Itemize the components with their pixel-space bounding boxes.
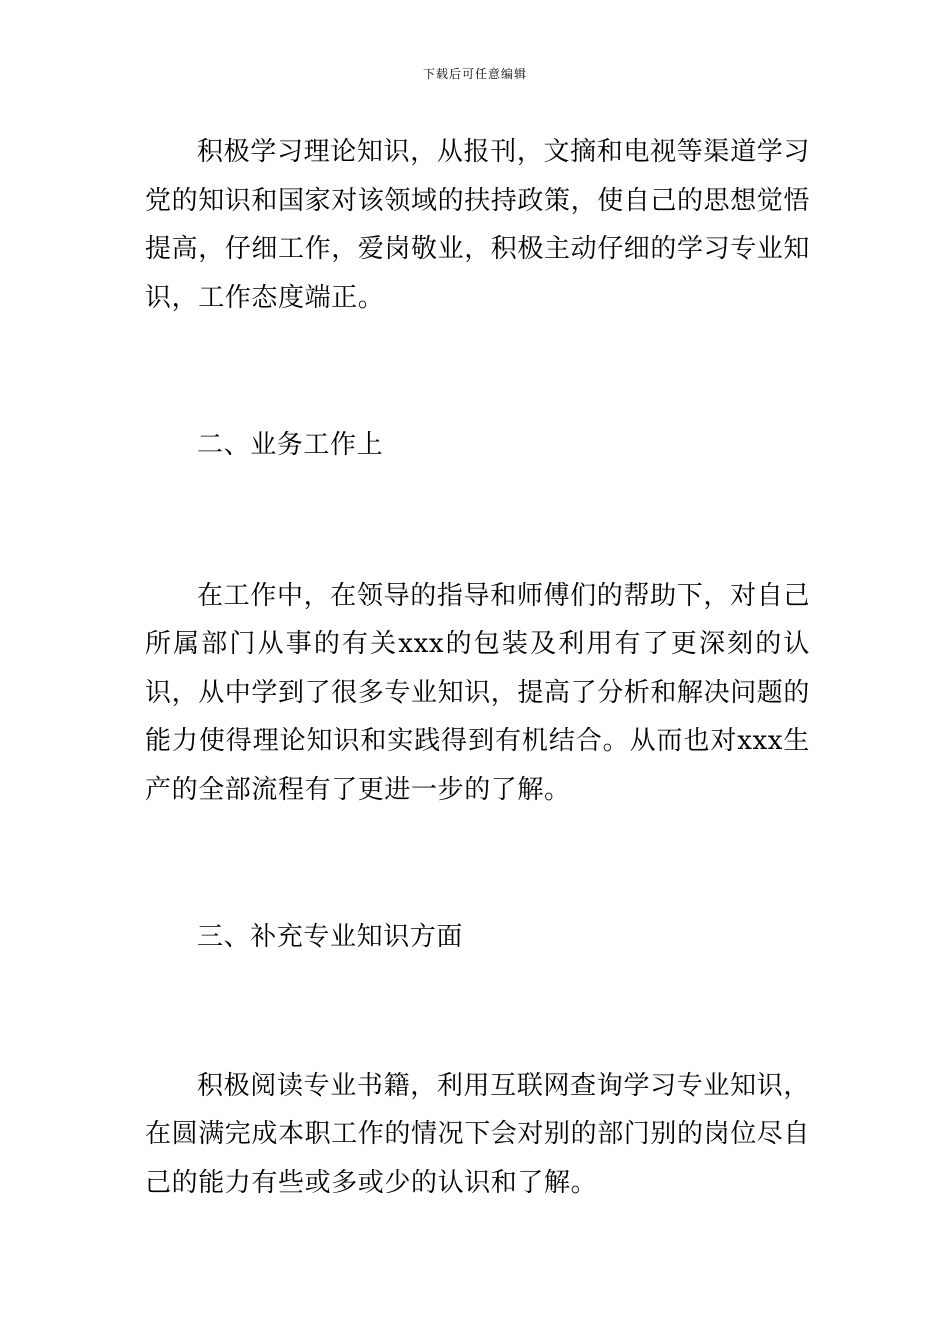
paragraph-theory-study: 积极学习理论知识，从报刊，文摘和电视等渠道学习党的知识和国家对该领域的扶持政策，使自己的思想觉悟提高，仔细工作，爱岗敬业，积极主动仔细的学习专业知识，工作态度端正。 (145, 137, 811, 313)
section-heading-business-work: 二、业务工作上 (197, 430, 384, 460)
section-heading-professional-knowledge: 三、补充专业知识方面 (197, 922, 464, 952)
spacer (145, 470, 810, 572)
spacer (145, 322, 810, 421)
paragraph-business-work: 在工作中，在领导的指导和师傅们的帮助下，对自己所属部门从事的有关xxx的包装及利用有了更深刻的认识，从中学到了很多专业知识，提高了分析和解决问题的能力使得理论知识和实践得到有机结合。从而也对xxx生产的全部流程有了更进一步的了解。 (145, 580, 811, 805)
paragraph-professional-knowledge: 积极阅读专业书籍，利用互联网查询学习专业知识，在圆满完成本职工作的情况下会对别的部门别的岗位尽自己的能力有些或多或少的认识和了解。 (145, 1070, 811, 1198)
page-header-note: 下载后可任意编辑 (422, 67, 527, 81)
spacer (145, 962, 810, 1062)
document-body (145, 128, 810, 1207)
spacer (145, 814, 810, 913)
